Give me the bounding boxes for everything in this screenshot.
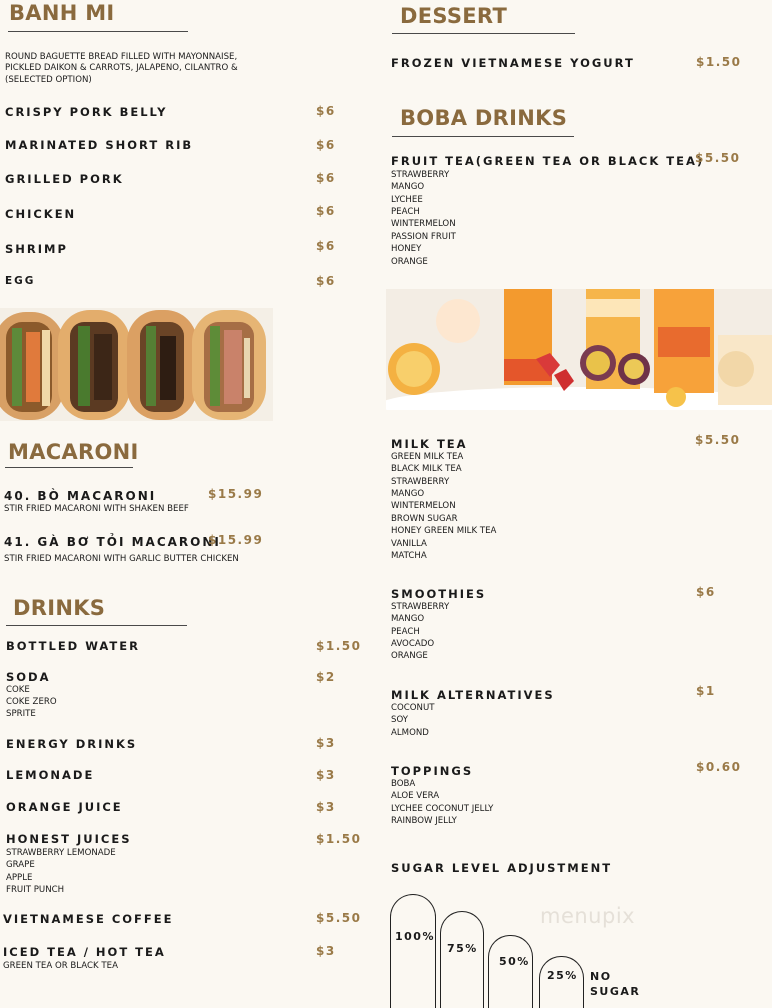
menu-option: COKE: [6, 685, 30, 695]
sugar-level-100-shape: [390, 894, 436, 1008]
menu-option: COKE ZERO: [6, 697, 57, 707]
menu-option: PEACH: [391, 627, 420, 637]
menu-option: PEACH: [391, 207, 420, 217]
menu-item-price: $2: [316, 670, 336, 684]
menu-item-price: $15.99: [208, 487, 264, 501]
menu-option: ORANGE: [391, 651, 428, 661]
menu-item-price: $1.50: [316, 639, 362, 653]
menu-item-name: BOTTLED WATER: [6, 639, 140, 653]
menu-item-description: STIR FRIED MACARONI WITH GARLIC BUTTER CHICKEN: [4, 554, 239, 564]
boba-title: BOBA DRINKS: [400, 106, 568, 130]
sugar-level-label: 25%: [547, 969, 578, 982]
menu-item-name: SODA: [6, 670, 51, 684]
menu-item-price: $6: [316, 171, 336, 185]
menu-option: PASSION FRUIT: [391, 232, 456, 242]
menu-item-price: $0.60: [696, 760, 742, 774]
boba-divider: [392, 136, 574, 137]
menu-option: GRAPE: [6, 860, 35, 870]
menu-item-price: $6: [316, 239, 336, 253]
menu-item-name: ENERGY DRINKS: [6, 737, 138, 751]
menu-item-price: $15.99: [208, 533, 264, 547]
menu-option: FRUIT PUNCH: [6, 885, 65, 895]
menu-item-name: EGG: [5, 275, 36, 287]
menu-item-name: CHICKEN: [5, 207, 77, 221]
menu-item-name: MARINATED SHORT RIB: [5, 138, 194, 152]
menu-item-price: $3: [316, 800, 336, 814]
menu-item-name: VIETNAMESE COFFEE: [3, 912, 174, 926]
sugar-level-50-shape: [488, 935, 533, 1008]
menu-item-name: ICED TEA / HOT TEA: [3, 945, 166, 959]
menu-option: MANGO: [391, 182, 425, 192]
menu-item-name: CRISPY PORK BELLY: [5, 105, 168, 119]
menu-item-name: TOPPINGS: [391, 764, 474, 778]
menu-option: AVOCADO: [391, 639, 435, 649]
sugar-level-title: SUGAR LEVEL ADJUSTMENT: [391, 861, 613, 875]
menu-item-name: SMOOTHIES: [391, 587, 487, 601]
menu-item-price: $1.50: [316, 832, 362, 846]
menu-option: HONEY GREEN MILK TEA: [391, 526, 497, 536]
menu-item-price: $6: [696, 585, 716, 599]
menu-option: BROWN SUGAR: [391, 514, 458, 524]
menu-option: ALOE VERA: [391, 791, 440, 801]
menu-item-price: $1: [696, 684, 716, 698]
menu-option: ALMOND: [391, 728, 429, 738]
menu-item-price: $3: [316, 944, 336, 958]
menu-option: BLACK MILK TEA: [391, 464, 462, 474]
menu-option: HONEY: [391, 244, 422, 254]
menu-option: COCONUT: [391, 703, 435, 713]
menu-item-price: $6: [316, 138, 336, 152]
menu-option: MANGO: [391, 614, 425, 624]
drinks-title: DRINKS: [13, 596, 106, 620]
menu-item-price: $5.50: [316, 911, 362, 925]
menu-option: GREEN MILK TEA: [391, 452, 464, 462]
menu-item-name: GRILLED PORK: [5, 172, 124, 186]
menu-option: MANGO: [391, 489, 425, 499]
menu-item-name: ORANGE JUICE: [6, 800, 123, 814]
sugar-level-label: 100%: [395, 930, 435, 943]
menu-item-price: $1.50: [696, 55, 742, 69]
menu-option: STRAWBERRY: [391, 602, 450, 612]
menu-item-name: 41. GÀ BƠ TỎI MACARONI: [4, 535, 221, 549]
menu-item-name: FRUIT TEA(GREEN TEA OR BLACK TEA): [391, 154, 705, 168]
menu-option: STRAWBERRY LEMONADE: [6, 848, 116, 858]
menu-item-name: HONEST JUICES: [6, 832, 132, 846]
menu-item-name: 40. BÒ MACARONI: [4, 489, 157, 503]
menu-option: SPRITE: [6, 709, 36, 719]
no-sugar-label: SUGAR: [590, 985, 641, 998]
dessert-divider: [392, 33, 575, 34]
menu-item-name: MILK TEA: [391, 437, 468, 451]
menu-item-price: $3: [316, 736, 336, 750]
macaroni-title: MACARONI: [8, 440, 139, 464]
menu-option: APPLE: [6, 873, 33, 883]
menu-item-price: $6: [316, 104, 336, 118]
menu-option: ORANGE: [391, 257, 428, 267]
menu-option: WINTERMELON: [391, 501, 456, 511]
sugar-level-25-shape: [539, 956, 584, 1008]
menu-option: GREEN TEA OR BLACK TEA: [3, 961, 118, 971]
banh-mi-title: BANH MI: [9, 1, 115, 25]
sugar-level-75-shape: [440, 911, 484, 1008]
menu-option: BOBA: [391, 779, 416, 789]
menu-option: STRAWBERRY: [391, 477, 450, 487]
menu-item-name: SHRIMP: [5, 242, 68, 256]
menu-item-price: $6: [316, 204, 336, 218]
dessert-title: DESSERT: [400, 4, 508, 28]
menu-option: MATCHA: [391, 551, 427, 561]
sugar-level-label: 75%: [447, 942, 478, 955]
menu-option: LYCHEE COCONUT JELLY: [391, 804, 494, 814]
banh-mi-divider: [8, 31, 188, 32]
drinks-divider: [6, 625, 187, 626]
menu-item-price: $5.50: [695, 151, 741, 165]
menu-item-description: STIR FRIED MACARONI WITH SHAKEN BEEF: [4, 504, 189, 514]
menu-option: STRAWBERRY: [391, 170, 450, 180]
menu-option: RAINBOW JELLY: [391, 816, 457, 826]
menu-option: SOY: [391, 715, 408, 725]
menu-item-price: $3: [316, 768, 336, 782]
macaroni-divider: [5, 467, 133, 468]
sugar-level-label: 50%: [499, 955, 530, 968]
menu-item-price: $6: [316, 274, 336, 288]
menu-item-name: MILK ALTERNATIVES: [391, 688, 555, 702]
menu-item-price: $5.50: [695, 433, 741, 447]
menu-item-name: LEMONADE: [6, 768, 95, 782]
menu-option: VANILLA: [391, 539, 427, 549]
menu-option: LYCHEE: [391, 195, 423, 205]
menu-option: WINTERMELON: [391, 219, 456, 229]
banh-mi-photo: [0, 308, 273, 421]
no-sugar-label: NO: [590, 970, 612, 983]
banh-mi-description: ROUND BAGUETTE BREAD FILLED WITH MAYONNAISE, PICKLED DAIKON & CARROTS, JALAPENO, CILANTRO & (SELECTED OPTION): [5, 52, 238, 85]
watermark: menupix: [540, 904, 636, 928]
boba-drinks-photo: [386, 289, 772, 410]
menu-item-name: FROZEN VIETNAMESE YOGURT: [391, 56, 635, 70]
